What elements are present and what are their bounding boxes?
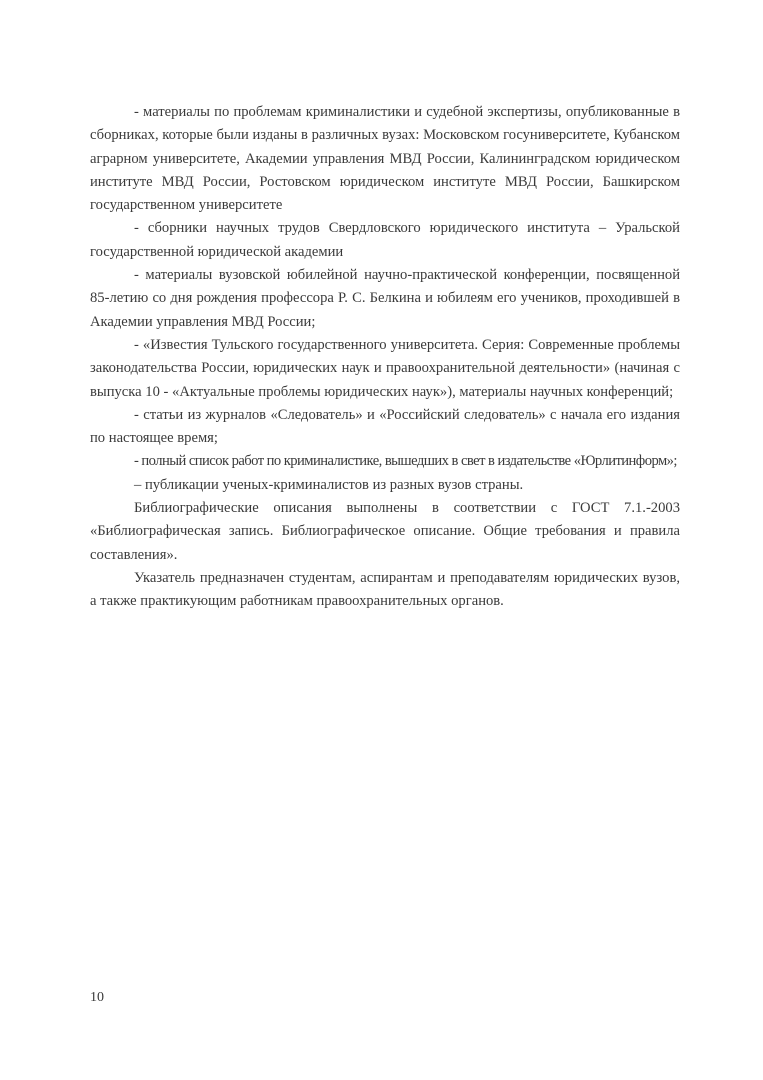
paragraph-yurlitinform-list: - полный список работ по криминалистике, вышедших в свет в издательстве «Юрлитинформ»;	[134, 453, 677, 470]
page-number: 10	[90, 990, 104, 1005]
paragraph-scientists-publications: – публикации ученых-криминалистов из разных вузов страны.	[134, 476, 524, 493]
paragraph-audience: Указатель предназначен студентам, аспирантам и преподавателям юридических вузов, а также практикующим работникам правоохранительных органов.	[90, 569, 680, 610]
paragraph-criminalistics-materials: - материалы по проблемам криминалистики и судебной экспертизы, опубликованные в сборниках, которые были изданы в различных вузах: Московском госуниверситете, Кубанском аграрном университете, Академии управления МВД России, Калининградском юридическом институте МВД России, Ростовском юридическом институте МВД России, Башкирском государственном университете	[90, 104, 680, 214]
paragraph-tula-university-news: - «Известия Тульского государственного университета. Серия: Современные проблемы законодательства России, юридических наук и правоохранительной деятельности» (начиная с выпуска 10 - «Актуальные проблемы юридических наук»), материалы научных конференций;	[90, 336, 680, 400]
paragraph-sverdlovsk-collections: - сборники научных трудов Свердловского юридического института – Уральской государственной юридической академии	[90, 220, 680, 260]
paragraph-bibliographic-standard: Библиографические описания выполнены в соответствии с ГОСТ 7.1.-2003 «Библиографическая запись. Библиографическое описание. Общие требования и правила составления».	[90, 500, 680, 563]
body-text	[90, 101, 680, 614]
paragraph-journal-articles: - статьи из журналов «Следователь» и «Российский следователь» с начала его издания по настоящее время;	[90, 406, 680, 447]
paragraph-jubilee-conference: - материалы вузовской юбилейной научно-практической конференции, посвященной 85-летию со дня рождения профессора Р. С. Белкина и юбилеям его учеников, проходившей в Академии управления МВД России;	[90, 267, 680, 330]
